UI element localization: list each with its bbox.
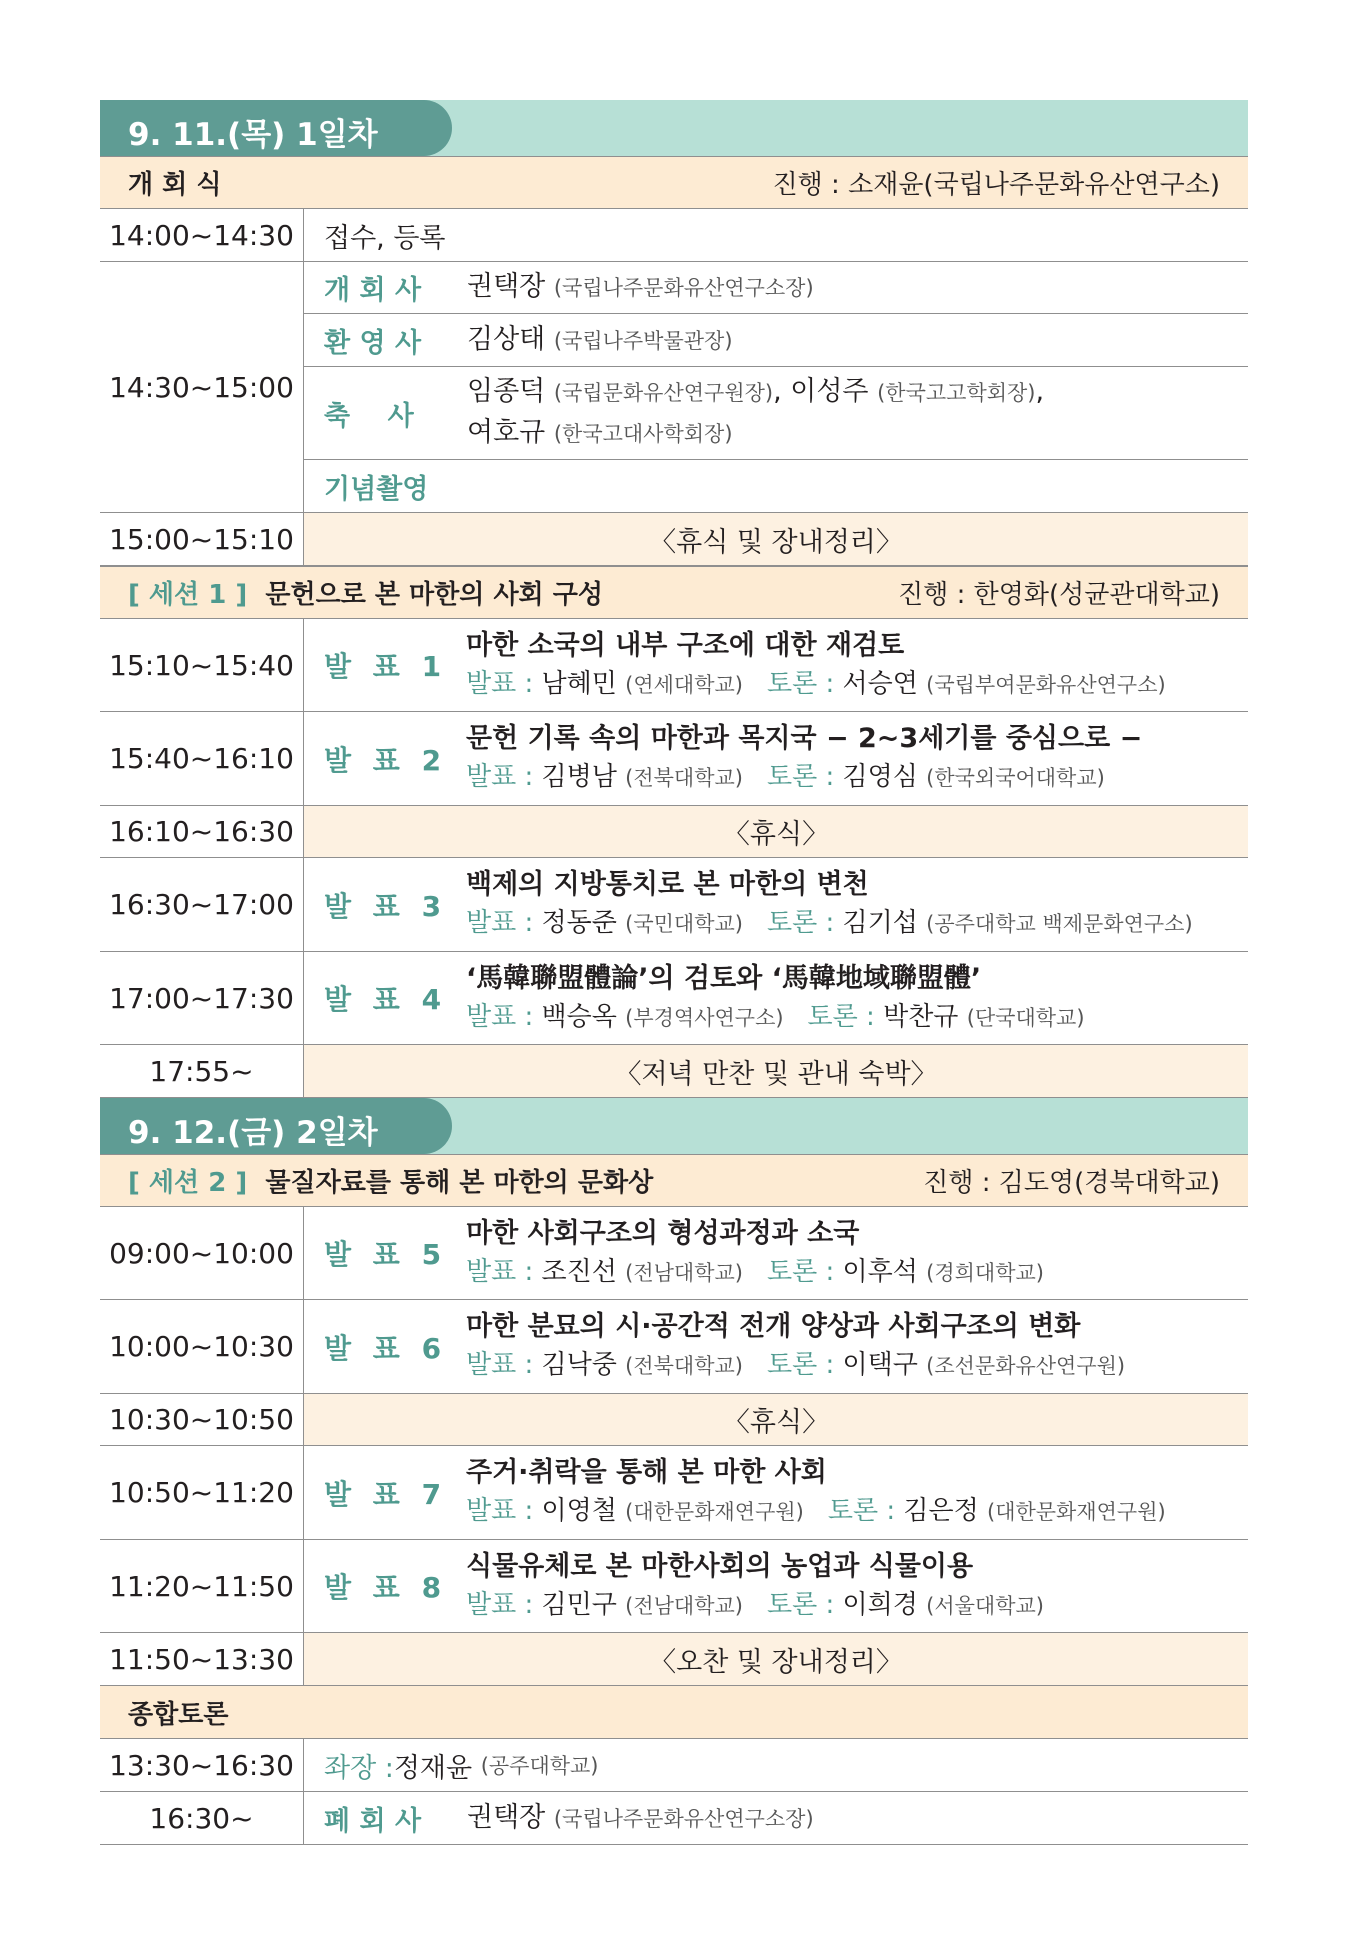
break1-text: 〈휴식 및 장내정리〉 bbox=[304, 513, 1248, 565]
time-cell: 15:40~16:10 bbox=[100, 712, 304, 805]
discussant-prefix: 토론 : bbox=[766, 668, 843, 699]
closing-body bbox=[304, 1792, 1248, 1844]
welcome-address-label: 환 영 사 bbox=[324, 327, 422, 359]
talk-row bbox=[100, 712, 1248, 806]
talk-body bbox=[304, 619, 1248, 711]
time-cell: 10:00~10:30 bbox=[100, 1300, 304, 1393]
talk-row bbox=[100, 619, 1248, 712]
talk-row bbox=[100, 858, 1248, 952]
registration-text: 접수, 등록 bbox=[324, 222, 446, 254]
presenter-name: 김민구 bbox=[541, 1589, 617, 1620]
talk-label: 발 표 3 bbox=[324, 889, 448, 923]
presenter-affiliation: (전남대학교) bbox=[625, 1593, 743, 1618]
presenter-affiliation: (전북대학교) bbox=[625, 766, 743, 790]
presenter-affiliation: (전북대학교) bbox=[625, 1354, 743, 1378]
day1-label: 9. 11.(목) 1일차 bbox=[128, 117, 378, 153]
talk-label: 발 표 4 bbox=[324, 983, 448, 1016]
talk-label: 발 표 7 bbox=[324, 1477, 448, 1511]
discussant-name: 박찬규 bbox=[883, 1001, 959, 1032]
session1-header bbox=[100, 566, 1248, 619]
presenter-affiliation: (국민대학교) bbox=[625, 912, 743, 936]
congratulatory-speakers bbox=[467, 372, 1044, 454]
talk-title: ‘馬韓聯盟體論’의 검토와 ‘馬韓地域聯盟體’ bbox=[466, 962, 982, 994]
talk-title: 마한 사회구조의 형성과정과 소국 bbox=[466, 1217, 860, 1249]
day1-pill bbox=[100, 100, 452, 156]
comma: , bbox=[1035, 376, 1045, 407]
talk-body bbox=[304, 858, 1248, 951]
schedule-row-break3 bbox=[100, 1394, 1248, 1446]
speaker-name: 김상태 bbox=[467, 323, 546, 355]
discussant-prefix: 토론 : bbox=[766, 908, 843, 938]
discussant-name: 이후석 bbox=[842, 1256, 918, 1287]
talk-label: 발 표 1 bbox=[324, 650, 448, 683]
ceremony-subrows bbox=[304, 262, 1248, 512]
schedule-row-general bbox=[100, 1739, 1248, 1792]
presenter-prefix: 발표 : bbox=[466, 1350, 542, 1380]
discussant-affiliation: (대한문화재연구원) bbox=[987, 1500, 1166, 1524]
talk-title: 주거·취락을 통해 본 마한 사회 bbox=[466, 1457, 827, 1488]
break2-text: 〈휴식〉 bbox=[304, 806, 1248, 857]
talk-people bbox=[466, 1253, 1044, 1292]
presenter-name: 김낙중 bbox=[541, 1350, 617, 1380]
speaker-name: 권택장 bbox=[467, 1801, 546, 1833]
talk-row bbox=[100, 1300, 1248, 1394]
discussant-name: 이희경 bbox=[842, 1589, 918, 1620]
schedule-row-dinner bbox=[100, 1045, 1248, 1098]
time-cell: 10:30~10:50 bbox=[100, 1394, 304, 1445]
day1-header bbox=[100, 100, 1248, 156]
session1-title-group bbox=[128, 574, 603, 611]
time-cell: 17:00~17:30 bbox=[100, 952, 304, 1044]
presenter-prefix: 발표 : bbox=[466, 908, 542, 938]
discussant-name: 김은정 bbox=[903, 1496, 979, 1526]
talk-details bbox=[466, 1215, 1044, 1292]
discussant-affiliation: (서울대학교) bbox=[926, 1593, 1044, 1618]
talk-details bbox=[466, 1308, 1125, 1385]
opening-section-header bbox=[100, 156, 1248, 209]
talk-body bbox=[304, 1446, 1248, 1539]
presenter-affiliation: (연세대학교) bbox=[625, 672, 743, 697]
talk-title: 백제의 지방통치로 본 마한의 변천 bbox=[466, 869, 869, 900]
session2-number: [ 세션 2 ] bbox=[128, 1168, 248, 1198]
talk-details bbox=[466, 960, 1085, 1037]
presenter-name: 백승옥 bbox=[541, 1001, 617, 1032]
session1-number: [ 세션 1 ] bbox=[128, 580, 248, 610]
speaker-name: 임종덕 bbox=[467, 376, 546, 407]
talk-title: 문헌 기록 속의 마한과 목지국 − 2~3세기를 중심으로 − bbox=[466, 723, 1143, 754]
session1-title: 문헌으로 본 마한의 사회 구성 bbox=[265, 580, 603, 610]
discussant-affiliation: (단국대학교) bbox=[966, 1005, 1085, 1030]
talk-row bbox=[100, 1446, 1248, 1540]
presenter-prefix: 발표 : bbox=[466, 1496, 542, 1526]
presenter-name: 김병남 bbox=[541, 762, 617, 792]
congratulatory-row bbox=[304, 367, 1248, 460]
discussant-affiliation: (국립부여문화유산연구소) bbox=[926, 672, 1166, 697]
schedule-row-closing bbox=[100, 1792, 1248, 1845]
chair-affiliation: (공주대학교) bbox=[480, 1754, 599, 1778]
talk-title: 마한 분묘의 시·공간적 전개 양상과 사회구조의 변화 bbox=[466, 1311, 1081, 1342]
presenter-affiliation: (부경역사연구소) bbox=[625, 1005, 784, 1030]
schedule-row-break1 bbox=[100, 513, 1248, 566]
congratulatory-label: 축 사 bbox=[324, 400, 414, 432]
presenter-prefix: 발표 : bbox=[466, 1589, 542, 1620]
opening-address-speaker bbox=[467, 267, 814, 308]
talk-row bbox=[100, 1540, 1248, 1633]
day2-pill bbox=[100, 1098, 452, 1154]
presenter-prefix: 발표 : bbox=[466, 668, 542, 699]
dinner-text: 〈저녁 만찬 및 관내 숙박〉 bbox=[304, 1045, 1248, 1097]
talk-body bbox=[304, 1540, 1248, 1632]
time-cell: 11:50~13:30 bbox=[100, 1633, 304, 1685]
program-schedule bbox=[100, 100, 1248, 1845]
photo-label: 기념촬영 bbox=[324, 473, 429, 505]
closing-label: 폐 회 사 bbox=[324, 1805, 422, 1837]
time-cell: 14:30~15:00 bbox=[100, 262, 304, 512]
speaker-name: , 이성주 bbox=[773, 376, 869, 407]
time-cell: 10:50~11:20 bbox=[100, 1446, 304, 1539]
presenter-name: 조진선 bbox=[541, 1256, 617, 1287]
general-discussion-header bbox=[100, 1686, 1248, 1739]
session1-moderator: 진행 : 한영화(성균관대학교) bbox=[898, 580, 1220, 610]
schedule-row-ceremony bbox=[100, 262, 1248, 513]
talk-people bbox=[466, 998, 1085, 1037]
talk-people bbox=[466, 1492, 1166, 1531]
speaker-affiliation: (국립문화유산연구원장) bbox=[553, 381, 774, 405]
time-cell: 16:30~17:00 bbox=[100, 858, 304, 951]
talk-label: 발 표 2 bbox=[324, 743, 448, 777]
discussant-name: 김기섭 bbox=[842, 908, 918, 938]
talk-people bbox=[466, 758, 1142, 797]
schedule-row-registration bbox=[100, 209, 1248, 262]
talk-people bbox=[466, 1586, 1044, 1625]
discussant-affiliation: (경희대학교) bbox=[926, 1260, 1044, 1285]
talk-row bbox=[100, 1207, 1248, 1300]
discussant-affiliation: (조선문화유산연구원) bbox=[926, 1354, 1126, 1378]
presenter-affiliation: (대한문화재연구원) bbox=[625, 1500, 804, 1524]
discussant-affiliation: (공주대학교 백제문화연구소) bbox=[926, 912, 1193, 936]
speaker-affiliation: (국립나주박물관장) bbox=[553, 328, 733, 353]
discussant-prefix: 토론 : bbox=[807, 1001, 884, 1032]
talk-people bbox=[466, 665, 1166, 704]
talk-title: 식물유체로 본 마한사회의 농업과 식물이용 bbox=[466, 1550, 974, 1582]
welcome-address-speaker bbox=[467, 320, 733, 361]
chair-line bbox=[304, 1739, 1248, 1791]
opening-address-row bbox=[304, 262, 1248, 314]
discussant-prefix: 토론 : bbox=[766, 1589, 843, 1620]
schedule-row-lunch bbox=[100, 1633, 1248, 1686]
time-cell: 16:30~ bbox=[100, 1792, 304, 1844]
lunch-text: 〈오찬 및 장내정리〉 bbox=[304, 1633, 1248, 1685]
general-discussion-title: 종합토론 bbox=[128, 1699, 229, 1730]
talk-label: 발 표 8 bbox=[324, 1571, 448, 1604]
presenter-name: 남혜민 bbox=[541, 668, 617, 699]
speaker-affiliation: (국립나주문화유산연구소장) bbox=[553, 1806, 814, 1831]
speaker-affiliation: (한국고대사학회장) bbox=[553, 422, 733, 446]
time-cell: 11:20~11:50 bbox=[100, 1540, 304, 1632]
discussant-affiliation: (한국외국어대학교) bbox=[926, 766, 1105, 790]
discussant-name: 서승연 bbox=[842, 668, 918, 699]
discussant-name: 이택구 bbox=[842, 1350, 918, 1380]
talk-details bbox=[466, 627, 1166, 704]
opening-address-label: 개 회 사 bbox=[324, 275, 422, 306]
time-cell: 15:00~15:10 bbox=[100, 513, 304, 565]
talk-body bbox=[304, 712, 1248, 805]
talk-details bbox=[466, 866, 1193, 943]
time-cell: 16:10~16:30 bbox=[100, 806, 304, 857]
time-cell: 09:00~10:00 bbox=[100, 1207, 304, 1299]
speaker-affiliation: (한국고고학회장) bbox=[877, 381, 1036, 405]
talk-details bbox=[466, 720, 1142, 797]
speaker-affiliation: (국립나주문화유산연구소장) bbox=[553, 276, 814, 300]
presenter-name: 정동준 bbox=[541, 908, 617, 938]
presenter-affiliation: (전남대학교) bbox=[625, 1260, 743, 1285]
talk-details bbox=[466, 1548, 1044, 1625]
presenter-prefix: 발표 : bbox=[466, 1256, 542, 1287]
schedule-row-break2 bbox=[100, 806, 1248, 858]
talk-people bbox=[466, 904, 1193, 943]
closing-speaker bbox=[467, 1798, 814, 1839]
speaker-name: 권택장 bbox=[467, 271, 546, 302]
day2-header bbox=[100, 1098, 1248, 1154]
talk-title: 마한 소국의 내부 구조에 대한 재검토 bbox=[466, 629, 905, 661]
time-cell: 14:00~14:30 bbox=[100, 209, 304, 261]
time-cell: 17:55~ bbox=[100, 1045, 304, 1097]
talk-label: 발 표 5 bbox=[324, 1238, 448, 1271]
discussant-prefix: 토론 : bbox=[766, 762, 843, 792]
talk-details bbox=[466, 1454, 1166, 1531]
presenter-prefix: 발표 : bbox=[466, 762, 542, 792]
discussant-prefix: 토론 : bbox=[766, 1350, 843, 1380]
photo-row bbox=[304, 460, 1248, 512]
speaker-name: 여호규 bbox=[467, 417, 546, 448]
discussant-name: 김영심 bbox=[842, 762, 918, 792]
opening-moderator: 진행 : 소재윤(국립나주문화유산연구소) bbox=[772, 170, 1220, 200]
session2-moderator: 진행 : 김도영(경북대학교) bbox=[923, 1168, 1220, 1198]
session2-header bbox=[100, 1154, 1248, 1207]
talk-row bbox=[100, 952, 1248, 1045]
talk-body bbox=[304, 1207, 1248, 1299]
chair-prefix: 좌장 : bbox=[324, 1752, 394, 1784]
time-cell: 13:30~16:30 bbox=[100, 1739, 304, 1791]
presenter-name: 이영철 bbox=[541, 1496, 617, 1526]
opening-title: 개 회 식 bbox=[128, 170, 222, 200]
break3-text: 〈휴식〉 bbox=[304, 1394, 1248, 1445]
day2-label: 9. 12.(금) 2일차 bbox=[128, 1115, 378, 1151]
talk-label: 발 표 6 bbox=[324, 1331, 448, 1365]
discussant-prefix: 토론 : bbox=[827, 1496, 904, 1526]
presenter-prefix: 발표 : bbox=[466, 1001, 542, 1032]
talk-body bbox=[304, 1300, 1248, 1393]
time-cell: 15:10~15:40 bbox=[100, 619, 304, 711]
discussant-prefix: 토론 : bbox=[766, 1256, 843, 1287]
session2-title-group bbox=[128, 1162, 653, 1199]
session2-title: 물질자료를 통해 본 마한의 문화상 bbox=[265, 1168, 654, 1198]
talk-body bbox=[304, 952, 1248, 1044]
talk-people bbox=[466, 1346, 1125, 1385]
chair-name: 정재윤 bbox=[393, 1752, 473, 1784]
welcome-address-row bbox=[304, 314, 1248, 367]
